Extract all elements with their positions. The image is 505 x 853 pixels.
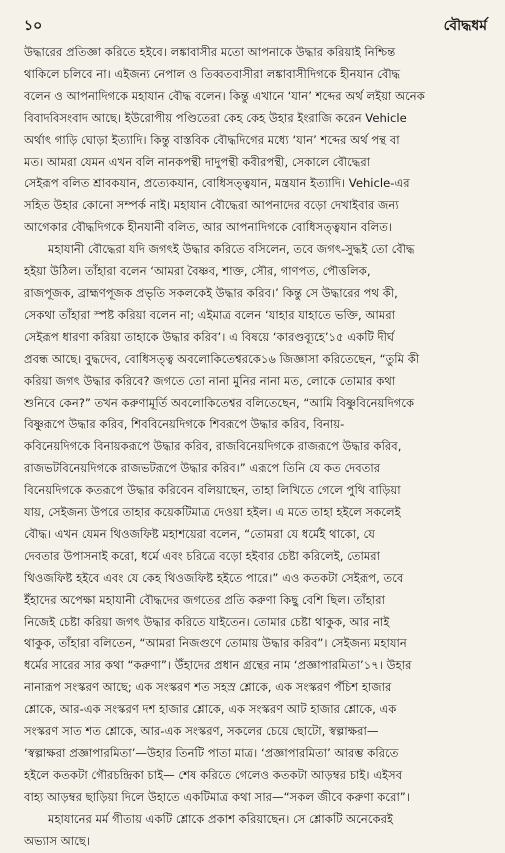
text-line: দেবতার উপাসনাই করো, ধর্মে এবং চরিত্রে বড়ো হইবার চেষ্টা করিলেই, তোমরা	[24, 548, 381, 563]
text-line: বলেন ও আপনাদিগকে মহাযান বৌদ্ধ বলেন। কিন্তু এখানে ‘যান’ শব্দের অর্থ লইয়া অনেক	[24, 88, 425, 103]
page-body	[24, 42, 487, 853]
text-line: যায়, সেইজন্য উপরে তাহার কয়েকটিমাত্র দেওয়া হইল। এ মতে তাহা হইলে সকলেই	[24, 505, 401, 520]
running-title: বৌদ্ধধর্ম	[443, 18, 487, 34]
text-line: রাজভটবিনেয়দিগকে রাজভটরূপে উদ্ধার করিব।” এরূপে তিনি যে কত দেবতার	[24, 461, 381, 476]
text-line: সেইরূপ বলিত শ্রাবকযান, প্রত্যেকযান, বোধিসত্ত্বযান, মন্ত্রযান ইত্যাদি। Vehicle-এর	[24, 176, 410, 191]
text-line: মত। আমরা যেমন এখন বলি নানকপন্থী দাদুপন্থী কবীরপন্থী, সেকালে বৌদ্ধেরা	[24, 154, 371, 169]
text-line: থাকিলে চলিবে না। এইজন্য নেপাল ও তিব্বতবাসীরা লঙ্কাবাসীদিগকে হীনযান বৌদ্ধ	[24, 66, 401, 81]
text-line: ধর্মের সারের সার কথা “করুণা”। উঁহাদের প্রধান গ্রন্থের নাম ‘প্রজ্ঞাপারমিতা’১৭। উহার	[24, 658, 412, 673]
text-line: ‘স্বল্পাক্ষরা প্রজ্ঞাপারমিতা’—উহার তিনটি পাতা মাত্র। ‘প্রজ্ঞাপারমিতা’ আরম্ভ করিতে	[24, 746, 399, 760]
text-line: নানারূপ সংস্করণ আছে; এক সংস্করণ শত সহস্র শ্লোকে, এক সংস্করণ পঁচিশ হাজার	[24, 680, 392, 695]
text-line: অর্থাৎ গাড়ি ঘোড়া ইত্যাদি। কিন্তু বাস্তবিক বৌদ্ধদিগের মধ্যে ‘যান’ শব্দের অর্থ পন্থ বা	[24, 132, 400, 147]
text-line: উদ্ধারের প্রতিজ্ঞা করিতে হইবে। লঙ্কাবাসীর মতো আপনাকে উদ্ধার করিয়াই নিশ্চিন্ত	[24, 45, 396, 59]
text-line: করিয়া জগৎ উদ্ধার করিবে? জগতে তো নানা মুনির নানা মত, লোকে তোমার কথা	[24, 373, 396, 388]
text-line: প্রবন্ধ আছে। বুদ্ধদেব, বোধিসত্ত্ব অবলোকিতেশ্বরকে১৬ জিজ্ঞাসা করিতেছেন, “তুমি কী	[24, 351, 420, 366]
text-line: আগেকার বৌদ্ধদিগকে হীনযানী বলিত, আর আপনাদিগকে বোধিসত্ত্বযান বলিত।	[24, 220, 393, 235]
text-line: বিবাদবিসংবাদ আছে। ইউরোপীয় পণ্ডিতেরা কেহ কেহ উহার ইংরাজি করেন Vehicle	[24, 110, 407, 125]
text-line: মহাযানী বৌদ্ধেরা যদি জগৎই উদ্ধার করিতে বসিলেন, তবে জগৎ-সুদ্ধই তো বৌদ্ধ	[48, 242, 415, 257]
text-line: নিজেই চেষ্টা করিয়া জগৎ উদ্ধার করিতে যাইতেন। তোমার চেষ্টা থাকুক, আর নাই	[24, 614, 390, 629]
page-number: ১০	[24, 18, 43, 34]
text-line: সংস্করণ সাত শত শ্লোকে, আর-এক সংস্করণ, সকলের চেয়ে ছোটো, স্বল্পাক্ষরা—	[24, 724, 379, 739]
text-line: হইয়া উঠিল। তাঁহারা বলেন ‘আমরা বৈষ্ণব, শাক্ত, সৌর, গাণপত, পৌত্তলিক,	[24, 264, 371, 279]
text-line: শুনিবে কেন?” তখন করুণামূর্তি অবলোকিতেশ্বর বলিতেছেন, “আমি বিষ্ণুবিনেয়দিগকে	[24, 395, 415, 410]
text-line: শ্লোকে, আর-এক সংস্করণ দশ হাজার শ্লোকে, এক সংস্করণ আট হাজার শ্লোকে, এক	[24, 702, 397, 717]
text-line: ইঁহাদের অপেক্ষা মহাযানী বৌদ্ধদের জগতের প্রতি করুণা কিছু বেশি ছিল। তাঁহারা	[24, 592, 385, 607]
text-line: সেইরূপ ধারণা করিয়া তাহাকে উদ্ধার করিব’। এ বিষয়ে ‘কারণ্ডব্যূহে’১৫ একটি দীর্ঘ	[24, 329, 395, 344]
text-line: থিওজফিষ্ট হইবে এবং যে কেহ থিওজফিষ্ট হইতে পারে।” এও কতকটা সেইরূপ, তবে	[24, 570, 404, 585]
text-line: অভ্যাস আছে।	[24, 833, 91, 848]
text-line: হইলে কতকটা গৌরচন্দ্রিকা চাই— শেষ করিতে গেলেও কতকটা আড়ম্বর চাই। এইসব	[24, 767, 403, 782]
text-line: বাহ্য আড়ম্বর ছাড়িয়া দিলে উহাতে একটিমাত্র কথা সার—“সকল জীবে করুণা করো”।	[24, 789, 410, 804]
text-line: বিনেয়দিগকে কতরূপে উদ্ধার করিবেন বলিয়াছেন, তাহা লিখিতে গেলে পুথি বাড়িয়া	[24, 483, 401, 498]
page-header	[24, 14, 487, 34]
text-line: কবিনেয়দিগকে বিনায়করূপে উদ্ধার করিব, রাজবিনেয়দিগকে রাজরূপে উদ্ধার করিব,	[24, 439, 402, 454]
text-line: বৌদ্ধ। এখন যেমন থিওজফিষ্ট মহাশয়েরা বলেন, “তোমরা যে ধর্মেই থাকো, যে	[24, 526, 375, 541]
text-line: বিষ্ণুরূপে উদ্ধার করিব, শিববিনেয়দিগকে শিবরূপে উদ্ধার করিব, বিনায়-	[24, 417, 345, 432]
text-line: মহাযানের মর্ম গীতায় একটি শ্লোকে প্রকাশ করিয়াছেন। সে শ্লোকটি অনেকেরই	[48, 811, 393, 826]
text-line: সেকথা তাঁহারা স্পষ্ট করিয়া বলেন না; এইমাত্র বলেন ‘যাহার যাহাতে ভক্তি, আমরা	[24, 307, 396, 322]
text-line: থাকুক, তাঁহারা বলিতেন, “আমরা নিজগুণে তোমায় উদ্ধার করিব”। সেইজন্য মহাযান	[24, 636, 407, 651]
text-line: রাজপূজক, ব্রাহ্মণপূজক প্রভৃতি সকলকেই উদ্ধার করিব।’ কিন্তু সে উদ্ধারের পথ কী,	[24, 285, 398, 300]
text-line: সহিত উহার কোনো সম্পর্ক নাই। মহাযান বৌদ্ধেরা আপনাদের বড়ো দেখাইবার জন্য	[24, 198, 399, 213]
